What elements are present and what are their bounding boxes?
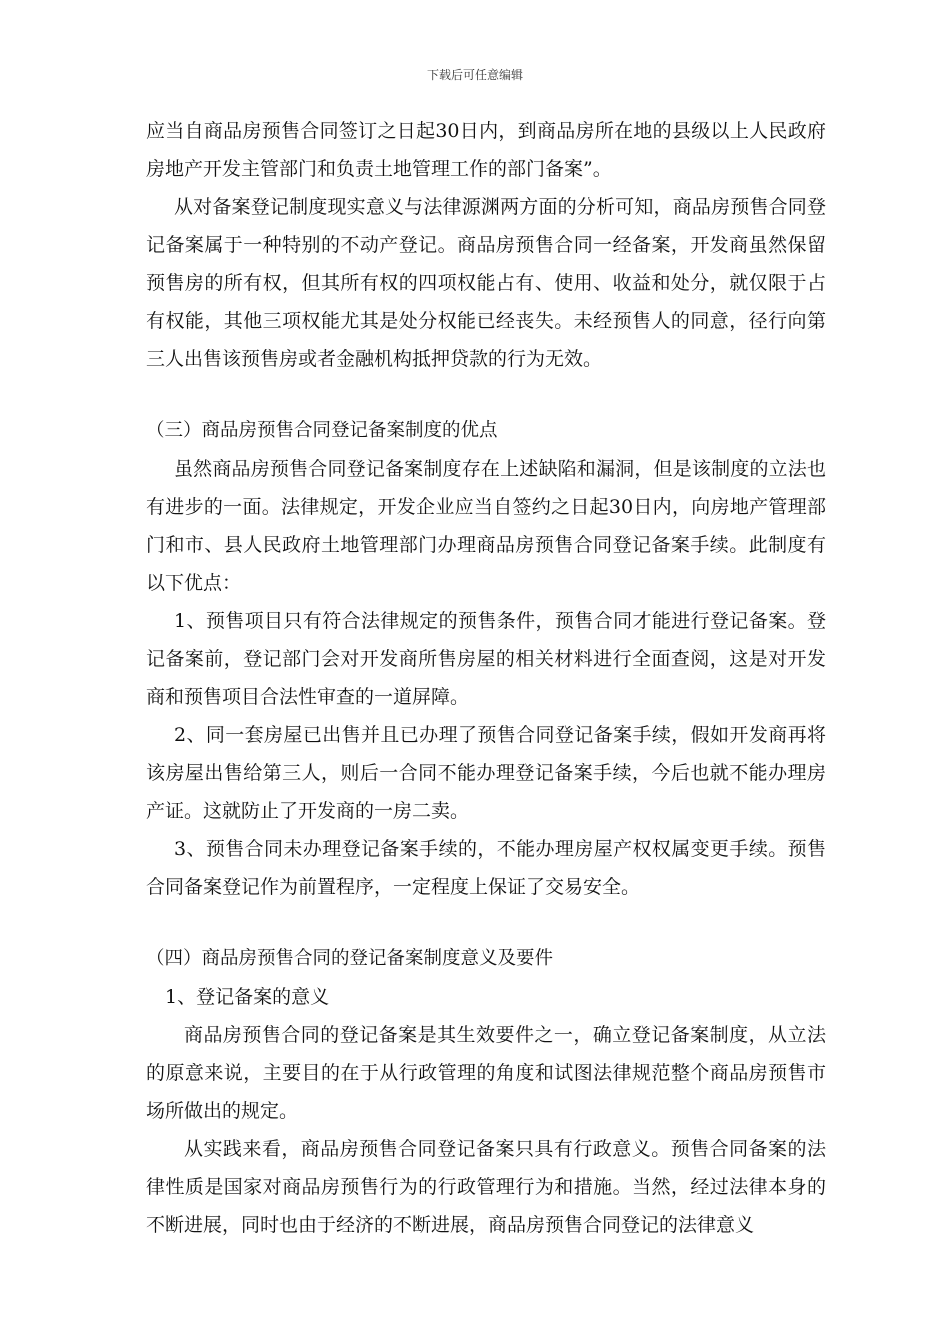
paragraph-3: 虽然商品房预售合同登记备案制度存在上述缺陷和漏洞，但是该制度的立法也有进步的一面。法律规定，开发企业应当自签约之日起30日内，向房地产管理部门和市、县人民政府土地管理部门办理商品房预售合同登记备案手续。此制度有以下优点： <box>146 458 826 594</box>
list-item-2: 2、同一套房屋已出售并且已办理了预售合同登记备案手续，假如开发商再将该房屋出售给第三人，则后一合同不能办理登记备案手续，今后也就不能办理房产证。这就防止了开发商的一房二卖。 <box>146 724 826 822</box>
paragraph-8: 从实践来看，商品房预售合同登记备案只具有行政意义。预售合同备案的法律性质是国家对商品房预售行为的行政管理行为和措施。当然，经过法律本身的不断进展，同时也由于经济的不断进展，商品房预售合同登记的法律意义 <box>146 1138 826 1236</box>
section-heading-4: （四）商品房预售合同的登记备案制度意义及要件 <box>146 948 554 969</box>
paragraph-7: 商品房预售合同的登记备案是其生效要件之一，确立登记备案制度，从立法的原意来说，主要目的在于从行政管理的角度和试图法律规范整个商品房预售市场所做出的规定。 <box>146 1024 826 1122</box>
paragraph-1: 应当自商品房预售合同签订之日起30日内，到商品房所在地的县级以上人民政府房地产开发主管部门和负责土地管理工作的部门备案”。 <box>146 120 826 180</box>
page-header: 下载后可任意编辑 <box>426 68 523 82</box>
section-heading-3: （三）商品房预售合同登记备案制度的优点 <box>146 420 498 441</box>
list-item-3: 3、预售合同未办理登记备案手续的，不能办理房屋产权权属变更手续。预售合同备案登记作为前置程序，一定程度上保证了交易安全。 <box>146 838 826 898</box>
subsection-heading: 1、登记备案的意义 <box>165 986 330 1008</box>
list-item-1: 1、预售项目只有符合法律规定的预售条件，预售合同才能进行登记备案。登记备案前，登记部门会对开发商所售房屋的相关材料进行全面查阅，这是对开发商和预售项目合法性审查的一道屏障。 <box>146 610 826 708</box>
document-body <box>146 112 826 1244</box>
paragraph-2: 从对备案登记制度现实意义与法律源渊两方面的分析可知，商品房预售合同登记备案属于一种特别的不动产登记。商品房预售合同一经备案，开发商虽然保留预售房的所有权，但其所有权的四项权能占有、使用、收益和处分，就仅限于占有权能，其他三项权能尤其是处分权能已经丧失。未经预售人的同意，径行向第三人出售该预售房或者金融机构抵押贷款的行为无效。 <box>146 196 826 370</box>
